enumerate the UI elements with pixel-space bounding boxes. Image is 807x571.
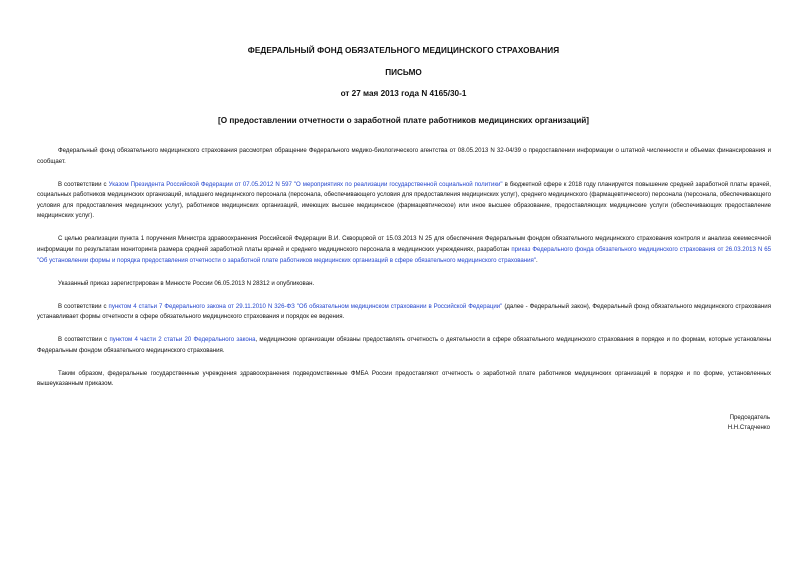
paragraph-5-text: (далее - Федеральный закон), Федеральный фонд обязательного медицинского страхования устанавливает формы отчетности в сфере обязательного медицинского страхования и порядок ее ведения.	[37, 302, 771, 321]
paragraph-7: Таким образом, федеральные государственные учреждения здравоохранения подведомственные ФМБА России предоставляют отчетность о заработной плате работников медицинских организаций в порядке и по форме, установленных вышеуказанным приказом.	[37, 369, 771, 388]
paragraph-4: Указанный приказ зарегистрирован в Минюсте России 06.05.2013 N 28312 и опубликован.	[58, 279, 315, 287]
federal-law-article-link[interactable]: пунктом 4 части 2 статьи 20 Федерального закона	[109, 336, 256, 344]
document-body	[37, 146, 771, 402]
paragraph-5	[37, 302, 771, 323]
federal-law-link[interactable]: пунктом 4 статьи 7 Федерального закона от 29.11.2010 N 326-ФЗ "Об обязательном медицинском страховании в Российской Федерации"	[108, 302, 503, 310]
signatory-title: Председатель	[729, 414, 770, 421]
paragraph-2-intro: В соответствии с	[58, 180, 109, 188]
paragraph-5-intro: В соответствии с	[58, 302, 109, 310]
paragraph-6	[37, 335, 771, 356]
ffoms-order-link[interactable]: приказ Федерального фонда обязательного медицинского страхования от 26.03.2013 N 65 "Об установлении формы и порядка предоставления отчетности о заработной плате работников медицинских организаций в сфере обязательного медицинского страхования"	[37, 245, 771, 264]
paragraph-3-intro: С целью реализации пункта 1 поручения Министра здравоохранения Российской Федерации В.И. Скворцовой от 15.03.2013 N 25 для обеспечения Федеральным фондом обязательного медицинского страхования контроля и анализа ежемесячной информации по результатам мониторинга размера средней заработной платы врачей и среднего медицинского персонала в медицинских учреждениях, разработан	[37, 235, 771, 253]
document-type: ПИСЬМО	[385, 68, 422, 77]
document-date-number: от 27 мая 2013 года N 4165/30-1	[340, 89, 467, 98]
paragraph-6-intro: В соответствии с	[58, 336, 110, 344]
paragraph-1: Федеральный фонд обязательного медицинского страхования рассмотрел обращение Федерального медико-биологического агентства от 08.05.2013 N 32-04/39 о предоставлении информации о штатной численности и объемах финансирования и сообщает.	[37, 147, 771, 165]
document-subject: [О предоставлении отчетности о заработной плате работников медицинских организаций]	[217, 116, 589, 125]
paragraph-3	[37, 234, 771, 266]
paragraph-6-text: , медицинские организации обязаны предоставлять отчетность о деятельности в сфере обязательного медицинского страхования в порядке и по формам, которые установлены Федеральным фондом обязательного медицинского страхования.	[37, 336, 771, 354]
signatory-name: Н.Н.Стадченко	[727, 424, 770, 432]
signature-block	[728, 413, 770, 434]
presidential-decree-link[interactable]: Указом Президента Российской Федерации от 07.05.2012 N 597 "О мероприятиях по реализации государственной социальной политики"	[108, 180, 503, 188]
organization-heading: ФЕДЕРАЛЬНЫЙ ФОНД ОБЯЗАТЕЛЬНОГО МЕДИЦИНСКОГО СТРАХОВАНИЯ	[247, 46, 560, 55]
paragraph-3-end: .	[536, 256, 538, 264]
paragraph-2-text: в бюджетной сфере к 2018 году планируется повышение средней заработной платы врачей, социальных работников медицинских организаций, младшего медицинского персонала (персонала, обеспечивающего условия для предоставления медицинских услуг), среднего медицинского (фармацевтического) персонала (персонала, обеспечивающего условия для предоставления медицинских услуг), работников медицинских организаций, имеющих высшее медицинское (фармацевтическое) или иное высшее образование, предоставляющих медицинские услуги (обеспечивающих предоставление медицинских услуг).	[37, 180, 771, 220]
paragraph-2	[37, 180, 771, 222]
